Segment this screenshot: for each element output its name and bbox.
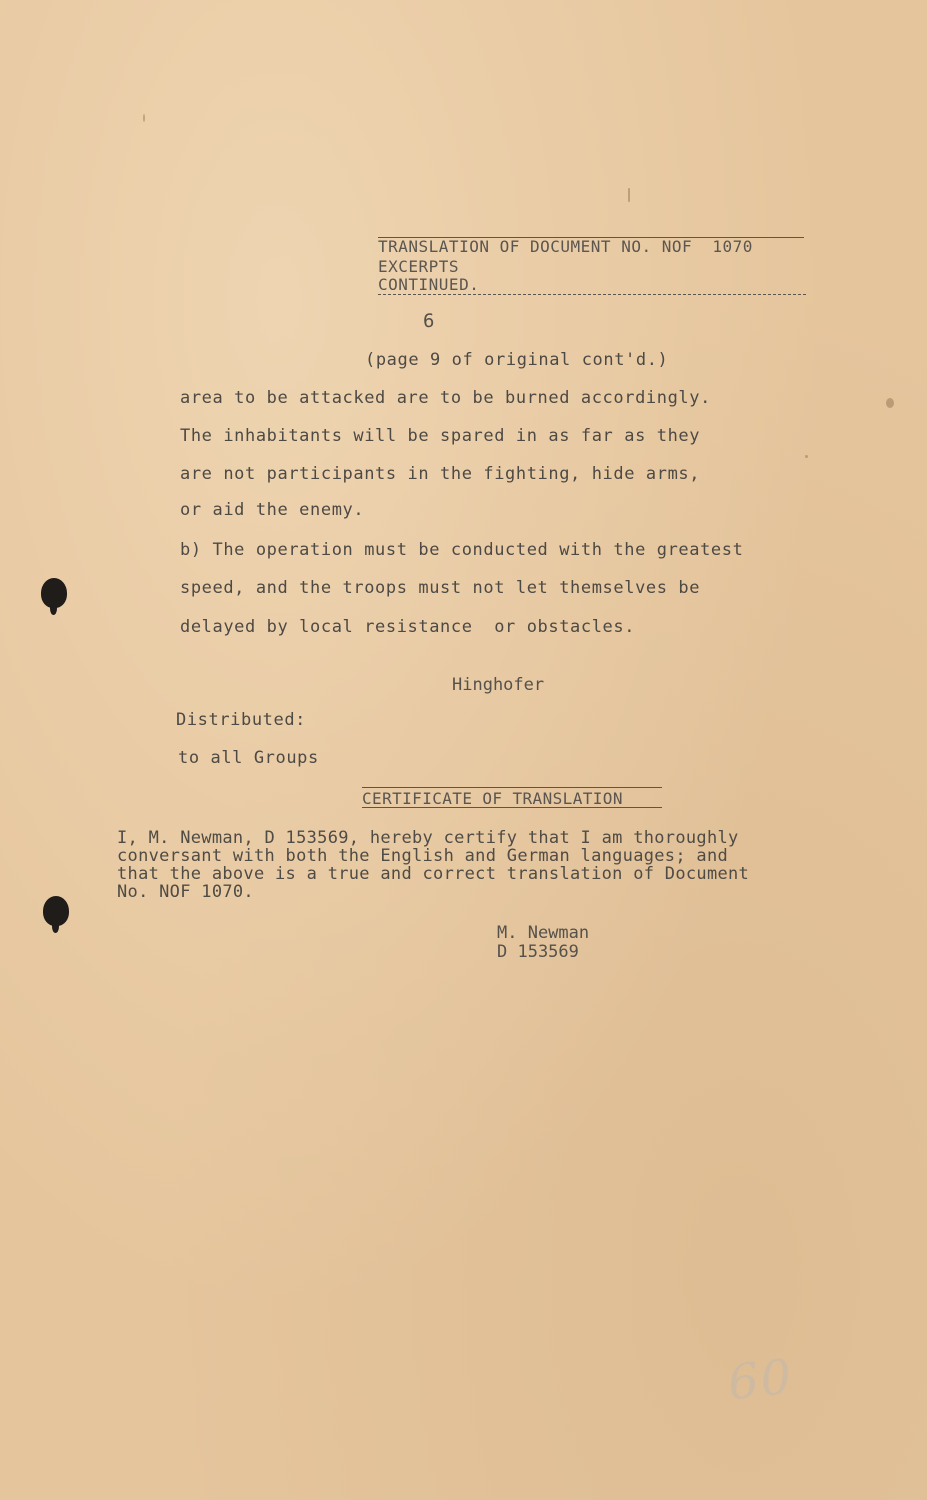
folio-number: 60	[725, 1348, 796, 1412]
header-rule-top	[378, 237, 804, 238]
certificate-heading: CERTIFICATE OF TRANSLATION	[362, 789, 623, 808]
paper-speck	[886, 398, 894, 408]
translator-name: M. Newman	[497, 923, 590, 943]
header-title: TRANSLATION OF DOCUMENT NO. NOF 1070	[378, 237, 753, 256]
certificate-line: that the above is a true and correct translation of Document	[117, 864, 750, 884]
body-line: delayed by local resistance or obstacles.	[180, 617, 636, 637]
header-excerpts: EXCERPTS	[378, 257, 460, 276]
certificate-rule-top	[362, 787, 662, 788]
body-line: are not participants in the fighting, hide arms,	[180, 464, 701, 484]
punch-hole	[43, 896, 69, 926]
certificate-line: conversant with both the English and German languages; and	[117, 846, 729, 866]
header-continued: CONTINUED.	[378, 275, 480, 294]
punch-hole	[41, 578, 67, 608]
body-line: speed, and the troops must not let themselves be	[180, 578, 701, 598]
body-line: or aid the enemy.	[180, 500, 365, 520]
certificate-line: No. NOF 1070.	[117, 882, 254, 902]
signature: Hinghofer	[452, 675, 545, 695]
page-reference: (page 9 of original cont'd.)	[365, 350, 669, 370]
translator-id: D 153569	[497, 942, 579, 962]
distribution-recipients: to all Groups	[178, 748, 319, 768]
certificate-line: I, M. Newman, D 153569, hereby certify that I am thoroughly	[117, 828, 739, 848]
body-line: area to be attacked are to be burned accordingly.	[180, 388, 711, 408]
paper-speck	[805, 455, 808, 458]
header-rule-bottom	[378, 294, 806, 295]
certificate-rule-bottom	[362, 807, 662, 808]
body-line: The inhabitants will be spared in as far as they	[180, 426, 701, 446]
distribution-label: Distributed:	[176, 710, 307, 730]
page-number: 6	[423, 310, 435, 332]
body-line: b) The operation must be conducted with the greatest	[180, 540, 744, 560]
paper-speck	[143, 114, 145, 122]
paper-speck	[628, 188, 630, 202]
